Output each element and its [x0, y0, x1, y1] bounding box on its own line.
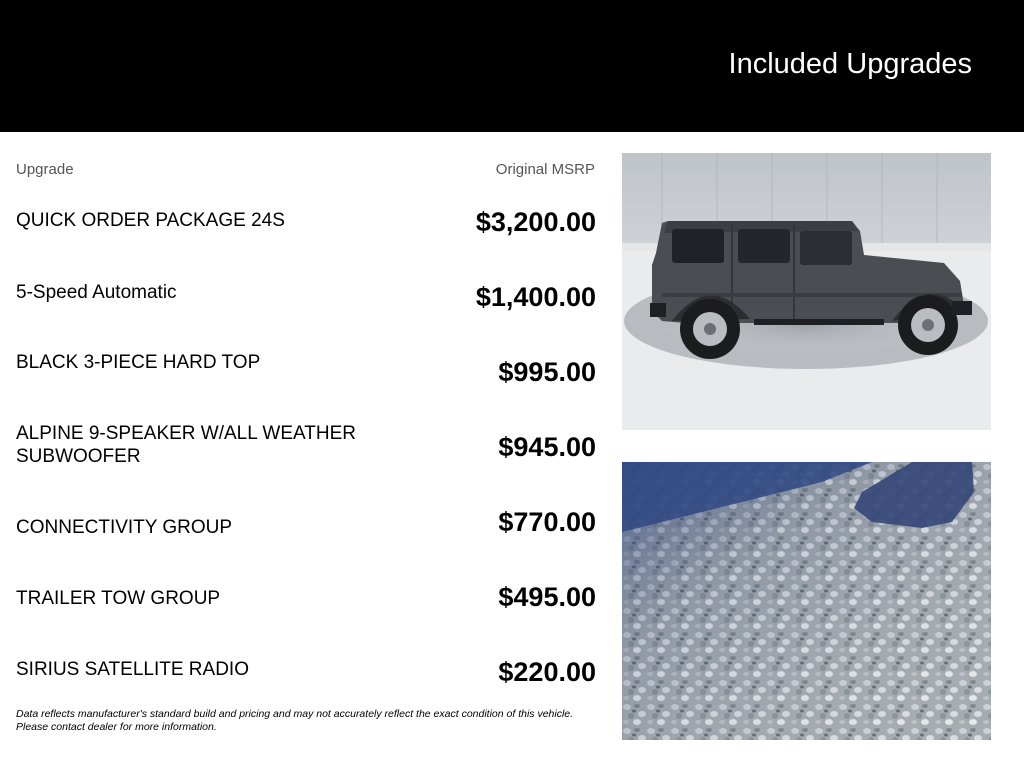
upgrade-price: $220.00 [498, 657, 596, 687]
upgrade-name: BLACK 3-PIECE HARD TOP [16, 352, 261, 373]
column-header-msrp: Original MSRP [495, 161, 595, 178]
disclaimer: Data reflects manufacturer's standard build and pricing and may not accurately reflect the exact condition of this vehicle. Please contact dealer for more information. [16, 708, 574, 733]
upgrade-price: $3,200.00 [475, 207, 596, 237]
vehicle-image [622, 153, 991, 430]
page-title: Included Upgrades [728, 48, 972, 80]
upgrade-price: $995.00 [498, 357, 596, 387]
upgrade-name: TRAILER TOW GROUP [16, 588, 221, 609]
upgrade-price: $1,400.00 [475, 282, 596, 312]
upgrade-name: SIRIUS SATELLITE RADIO [16, 659, 249, 680]
page-header [0, 0, 1024, 132]
vehicle-photo [622, 153, 991, 430]
gravel-image [622, 462, 991, 740]
column-header-upgrade: Upgrade [16, 161, 74, 178]
upgrade-name: CONNECTIVITY GROUP [16, 517, 233, 538]
gravel-photo [622, 462, 991, 740]
upgrade-price: $495.00 [498, 582, 596, 612]
upgrade-price: $945.00 [498, 432, 596, 462]
upgrade-name: ALPINE 9-SPEAKER W/ALL WEATHER SUBWOOFER [16, 423, 356, 467]
upgrade-price: $770.00 [498, 507, 596, 537]
upgrade-name: 5-Speed Automatic [16, 282, 177, 303]
upgrade-name: QUICK ORDER PACKAGE 24S [16, 210, 285, 231]
